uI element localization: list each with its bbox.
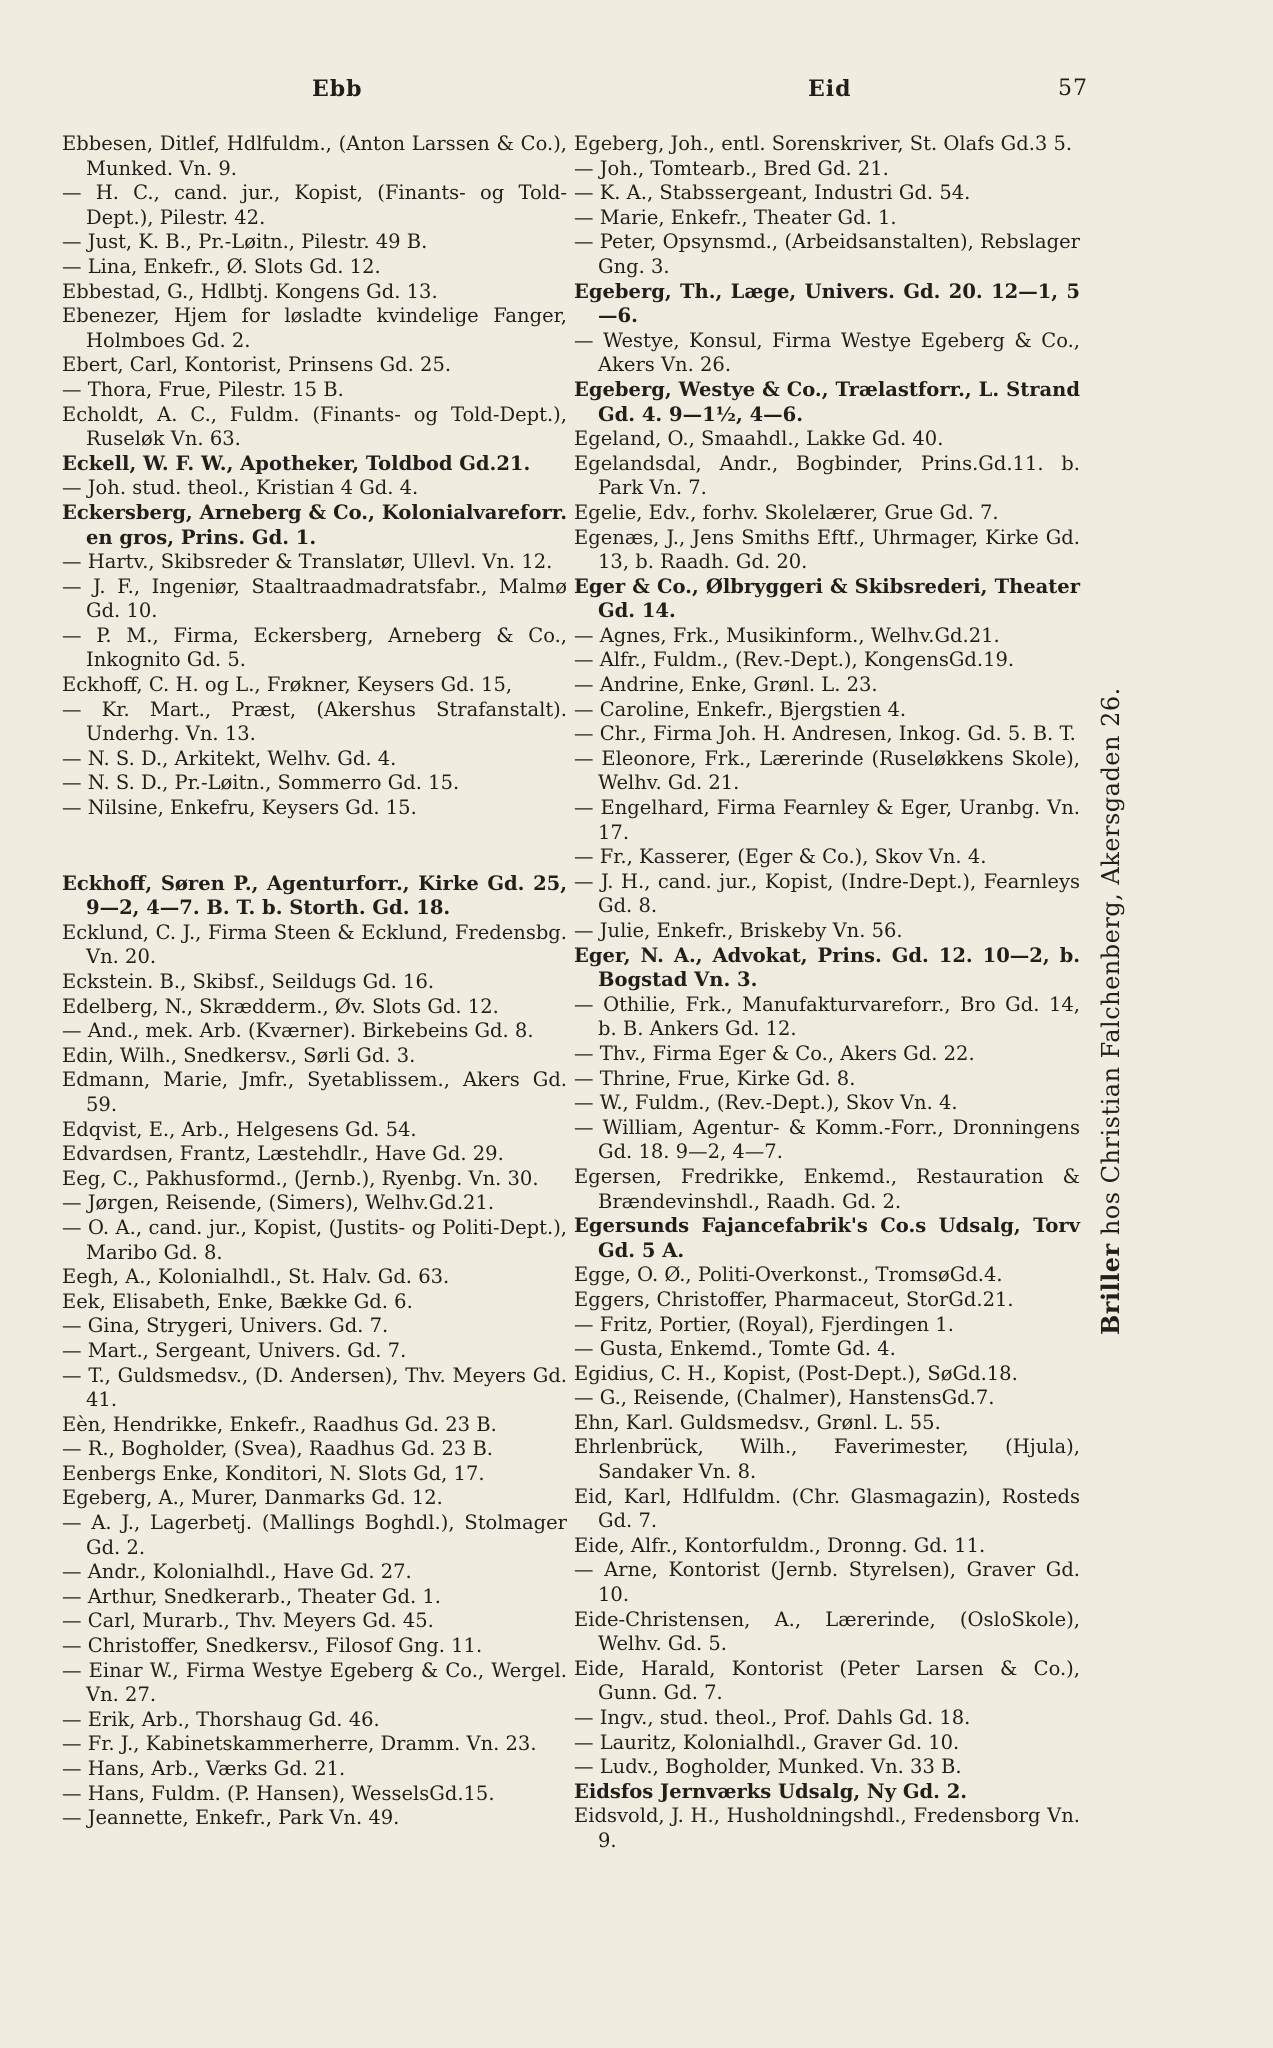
directory-entry: Eid, Karl, Hdlfuldm. (Chr. Glasmagazin), Rosteds Gd. 7. xyxy=(574,1484,1080,1533)
entry-spacer xyxy=(62,840,567,852)
directory-entry: — N. S. D., Arkitekt, Welhv. Gd. 4. xyxy=(62,746,397,770)
directory-entry: — Fritz, Portier, (Royal), Fjerdingen 1. xyxy=(574,1312,954,1336)
directory-entry: — Gina, Strygeri, Univers. Gd. 7. xyxy=(62,1314,389,1338)
directory-entry: — Andr., Kolonialhdl., Have Gd. 27. xyxy=(62,1560,412,1584)
directory-entry: Eide, Harald, Kontorist (Peter Larsen & Co.), Gunn. Gd. 7. xyxy=(574,1656,1080,1705)
directory-entry: Eenbergs Enke, Konditori, N. Slots Gd, 17. xyxy=(62,1461,485,1485)
directory-entry: — Marie, Enkefr., Theater Gd. 1. xyxy=(574,205,897,229)
directory-entry: — N. S. D., Pr.-Løitn., Sommerro Gd. 15. xyxy=(62,771,460,795)
directory-entry: — Chr., Firma Joh. H. Andresen, Inkog. Gd. 5. B. T. xyxy=(574,722,1076,746)
directory-entry: Egeland, O., Smaahdl., Lakke Gd. 40. xyxy=(574,427,944,451)
directory-entry: — Thora, Frue, Pilestr. 15 B. xyxy=(62,377,344,401)
directory-entry: Eidsfos Jernværks Udsalg, Ny Gd. 2. xyxy=(574,1779,968,1803)
directory-entry: Ebbesen, Ditlef, Hdlfuldm., (Anton Larssen & Co.), Munked. Vn. 9. xyxy=(62,132,567,180)
header-right-keyword: Eid xyxy=(808,76,852,102)
directory-entry: — Jeannette, Enkefr., Park Vn. 49. xyxy=(62,1806,400,1830)
directory-entry: Eckell, W. F. W., Apotheker, Toldbod Gd.21. xyxy=(62,451,531,475)
directory-entry: — Christoffer, Snedkersv., Filosof Gng. 11. xyxy=(62,1634,483,1658)
directory-entry: — Andrine, Enke, Grønl. L. 23. xyxy=(574,673,878,697)
directory-entry: — Caroline, Enkefr., Bjergstien 4. xyxy=(574,697,907,721)
directory-entry: — Just, K. B., Pr.-Løitn., Pilestr. 49 B. xyxy=(62,230,428,254)
directory-entry: — P. M., Firma, Eckersberg, Arneberg & Co., Inkognito Gd. 5. xyxy=(62,623,567,672)
directory-entry: — Hans, Fuldm. (P. Hansen), WesselsGd.15. xyxy=(62,1781,495,1805)
directory-entry: Eèn, Hendrikke, Enkefr., Raadhus Gd. 23 B. xyxy=(62,1412,497,1436)
directory-entry: — Othilie, Frk., Manufakturvareforr., Bro Gd. 14, b. B. Ankers Gd. 12. xyxy=(574,992,1080,1041)
directory-entry: — A. J., Lagerbetj. (Mallings Boghdl.), Stolmager Gd. 2. xyxy=(62,1511,567,1559)
directory-entry: Echoldt, A. C., Fuldm. (Finants- og Told-Dept.), Ruseløk Vn. 63. xyxy=(62,402,567,451)
directory-entry: — Julie, Enkefr., Briskeby Vn. 56. xyxy=(574,919,903,942)
directory-entry: — Engelhard, Firma Fearnley & Eger, Uranbg. Vn. 17. xyxy=(574,796,1080,844)
directory-entry: Edqvist, E., Arb., Helgesens Gd. 54. xyxy=(62,1117,417,1141)
directory-entry: Eek, Elisabeth, Enke, Bække Gd. 6. xyxy=(62,1289,413,1313)
directory-entry: — T., Guldsmedsv., (D. Andersen), Thv. Meyers Gd. 41. xyxy=(62,1363,567,1412)
left-column xyxy=(62,132,567,1831)
right-column xyxy=(574,132,1080,1854)
directory-entry: — Hans, Arb., Værks Gd. 21. xyxy=(62,1757,346,1780)
directory-entry: Eckstein. B., Skibsf., Seildugs Gd. 16. xyxy=(62,970,435,993)
directory-entry: Eckersberg, Arneberg & Co., Kolonialvareforr. en gros, Prins. Gd. 1. xyxy=(62,500,567,549)
directory-entry: — Ingv., stud. theol., Prof. Dahls Gd. 18. xyxy=(574,1706,971,1729)
directory-entry: — Jørgen, Reisende, (Simers), Welhv.Gd.21. xyxy=(62,1191,495,1215)
page-number: 57 xyxy=(1058,76,1088,101)
directory-entry: Egenæs, J., Jens Smiths Eftf., Uhrmager, Kirke Gd. 13, b. Raadh. Gd. 20. xyxy=(574,525,1080,574)
directory-entry: Eidsvold, J. H., Husholdningshdl., Fredensborg Vn. 9. xyxy=(574,1804,1080,1852)
directory-entry: — W., Fuldm., (Rev.-Dept.), Skov Vn. 4. xyxy=(574,1091,958,1115)
directory-entry: Ehn, Karl. Guldsmedsv., Grønl. L. 55. xyxy=(574,1410,941,1434)
directory-entry: Ebert, Carl, Kontorist, Prinsens Gd. 25. xyxy=(62,353,452,377)
directory-entry: Egersunds Fajancefabrik's Co.s Udsalg, Torv Gd. 5 A. xyxy=(574,1214,1080,1262)
directory-entry: — Westye, Konsul, Firma Westye Egeberg & Co., Akers Vn. 26. xyxy=(574,328,1080,377)
directory-entry: Eide-Christensen, A., Lærerinde, (OsloSkole), Welhv. Gd. 5. xyxy=(574,1607,1080,1656)
directory-entry: Eckhoff, Søren P., Agenturforr., Kirke Gd. 25, 9—2, 4—7. B. T. b. Storth. Gd. 18. xyxy=(62,871,567,920)
directory-entry: Eckhoff, C. H. og L., Frøkner, Keysers Gd. 15, xyxy=(62,673,513,697)
directory-entry: — Lina, Enkefr., Ø. Slots Gd. 12. xyxy=(62,254,381,278)
directory-entry: Egelie, Edv., forhv. Skolelærer, Grue Gd. 7. xyxy=(574,500,999,524)
directory-entry: Egersen, Fredrikke, Enkemd., Restauration & Brændevinshdl., Raadh. Gd. 2. xyxy=(574,1164,1080,1213)
directory-entry: Egge, O. Ø., Politi-Overkonst., TromsøGd.4. xyxy=(574,1263,1003,1287)
directory-entry: — Lauritz, Kolonialhdl., Graver Gd. 10. xyxy=(574,1730,960,1754)
directory-entry: — R., Bogholder, (Svea), Raadhus Gd. 23 B. xyxy=(62,1437,493,1461)
directory-entry: — Kr. Mart., Præst, (Akershus Strafanstalt). Underhg. Vn. 13. xyxy=(62,697,567,746)
header-left-keyword: Ebb xyxy=(312,76,363,102)
directory-entry: — Alfr., Fuldm., (Rev.-Dept.), KongensGd.19. xyxy=(574,648,1015,672)
directory-entry: — Eleonore, Frk., Lærerinde (Ruseløkkens Skole), Welhv. Gd. 21. xyxy=(574,746,1080,795)
directory-entry: — Gusta, Enkemd., Tomte Gd. 4. xyxy=(574,1337,896,1361)
directory-entry: — Fr. J., Kabinetskammerherre, Dramm. Vn. 23. xyxy=(62,1732,537,1756)
directory-entry: Ebbestad, G., Hdlbtj. Kongens Gd. 13. xyxy=(62,279,438,303)
directory-entry: — Nilsine, Enkefru, Keysers Gd. 15. xyxy=(62,796,417,820)
directory-entry: — Ludv., Bogholder, Munked. Vn. 33 B. xyxy=(574,1755,962,1779)
directory-entry: — J. H., cand. jur., Kopist, (Indre-Dept.), Fearnleys Gd. 8. xyxy=(574,869,1080,918)
directory-entry: — Arne, Kontorist (Jernb. Styrelsen), Graver Gd. 10. xyxy=(574,1558,1080,1607)
directory-entry: Egelandsdal, Andr., Bogbinder, Prins.Gd.11. b. Park Vn. 7. xyxy=(574,451,1080,500)
directory-entry: — Joh. stud. theol., Kristian 4 Gd. 4. xyxy=(62,476,419,500)
directory-entry: — Joh., Tomtearb., Bred Gd. 21. xyxy=(574,156,889,180)
directory-entry: Edmann, Marie, Jmfr., Syetablissem., Akers Gd. 59. xyxy=(62,1068,567,1116)
directory-entry: Egeberg, Westye & Co., Trælastforr., L. Strand Gd. 4. 9—1½, 4—6. xyxy=(574,377,1080,426)
directory-entry: — J. F., Ingeniør, Staaltraadmadratsfabr., Malmø Gd. 10. xyxy=(62,574,567,623)
directory-entry: Eger & Co., Ølbryggeri & Skibsrederi, Theater Gd. 14. xyxy=(574,574,1080,623)
directory-entry: Eide, Alfr., Kontorfuldm., Dronng. Gd. 11. xyxy=(574,1533,986,1557)
directory-entry: — And., mek. Arb. (Kværner). Birkebeins Gd. 8. xyxy=(62,1019,534,1043)
directory-entry: — William, Agentur- & Komm.-Forr., Dronningens Gd. 18. 9—2, 4—7. xyxy=(574,1115,1080,1164)
directory-entry: Egidius, C. H., Kopist, (Post-Dept.), SøGd.18. xyxy=(574,1361,1018,1385)
directory-entry: Eggers, Christoffer, Pharmaceut, StorGd.21. xyxy=(574,1287,1014,1311)
directory-entry: Eegh, A., Kolonialhdl., St. Halv. Gd. 63. xyxy=(62,1265,450,1289)
directory-entry: — Einar W., Firma Westye Egeberg & Co., Wergel. Vn. 27. xyxy=(62,1658,567,1707)
directory-entry: — Erik, Arb., Thorshaug Gd. 46. xyxy=(62,1707,380,1731)
side-ad-rest: hos Christian Falchenberg, Akersgaden 26. xyxy=(1097,687,1125,1244)
directory-entry: — Thrine, Frue, Kirke Gd. 8. xyxy=(574,1066,856,1090)
directory-entry: — Thv., Firma Eger & Co., Akers Gd. 22. xyxy=(574,1041,975,1065)
directory-entry: — H. C., cand. jur., Kopist, (Finants- og Told-Dept.), Pilestr. 42. xyxy=(62,181,567,229)
directory-entry: — Arthur, Snedkerarb., Theater Gd. 1. xyxy=(62,1584,441,1608)
directory-entry: — Agnes, Frk., Musikinform., Welhv.Gd.21. xyxy=(574,623,1000,647)
directory-entry: — O. A., cand. jur., Kopist, (Justits- og Politi-Dept.), Maribo Gd. 8. xyxy=(62,1215,567,1264)
directory-entry: Egeberg, A., Murer, Danmarks Gd. 12. xyxy=(62,1486,443,1510)
side-advertisement xyxy=(1096,687,1125,1335)
directory-entry: Egeberg, Th., Læge, Univers. Gd. 20. 12—1, 5—6. xyxy=(574,279,1080,328)
directory-entry: Ehrlenbrück, Wilh., Faverimester, (Hjula), Sandaker Vn. 8. xyxy=(574,1435,1080,1484)
directory-entry: Ecklund, C. J., Firma Steen & Ecklund, Fredensbg. Vn. 20. xyxy=(62,920,567,969)
directory-entry: Edvardsen, Frantz, Læstehdlr., Have Gd. 29. xyxy=(62,1142,504,1166)
directory-entry: Eeg, C., Pakhusformd., (Jernb.), Ryenbg. Vn. 30. xyxy=(62,1166,539,1190)
directory-entry: Edin, Wilh., Snedkersv., Sørli Gd. 3. xyxy=(62,1043,416,1067)
directory-entry: Eger, N. A., Advokat, Prins. Gd. 12. 10—2, b. Bogstad Vn. 3. xyxy=(574,943,1080,992)
side-ad-bold: Briller xyxy=(1096,1243,1125,1335)
directory-entry: — K. A., Stabssergeant, Industri Gd. 54. xyxy=(574,181,971,205)
directory-entry: — Hartv., Skibsreder & Translatør, Ullevl. Vn. 12. xyxy=(62,550,553,574)
directory-entry: Ebenezer, Hjem for løsladte kvindelige Fanger, Holmboes Gd. 2. xyxy=(62,304,567,352)
directory-entry: Egeberg, Joh., entl. Sorenskriver, St. Olafs Gd.3 5. xyxy=(574,132,1073,155)
directory-entry: — Fr., Kasserer, (Eger & Co.), Skov Vn. 4. xyxy=(574,845,987,869)
directory-entry: Edelberg, N., Skrædderm., Øv. Slots Gd. 12. xyxy=(62,994,499,1018)
directory-entry: — Mart., Sergeant, Univers. Gd. 7. xyxy=(62,1338,407,1362)
directory-entry: — Carl, Murarb., Thv. Meyers Gd. 45. xyxy=(62,1609,434,1633)
directory-entry: — G., Reisende, (Chalmer), HanstensGd.7. xyxy=(574,1386,995,1410)
directory-entry: — Peter, Opsynsmd., (Arbeidsanstalten), Rebslager Gng. 3. xyxy=(574,230,1080,278)
